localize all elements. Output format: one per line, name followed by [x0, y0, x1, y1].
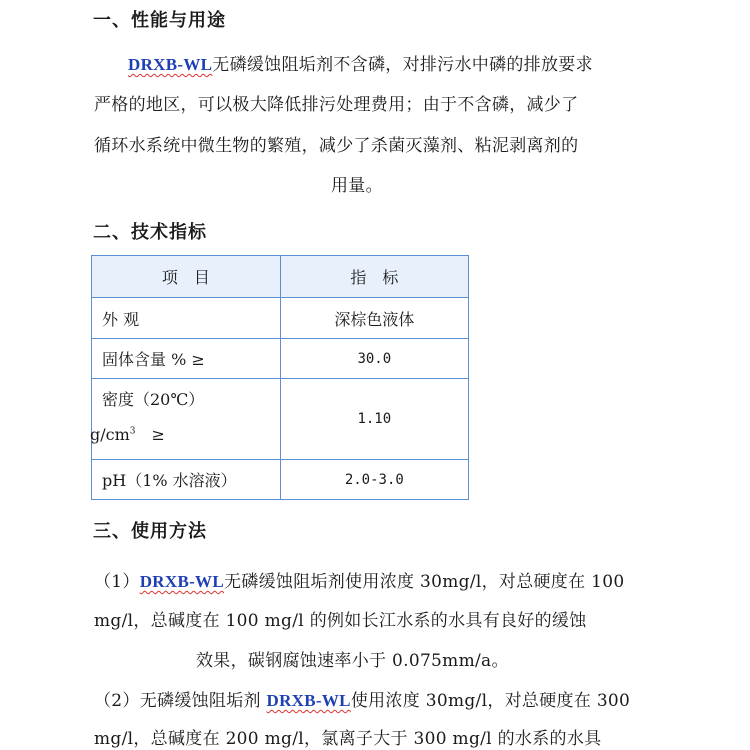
row-value: 深棕色液体: [280, 298, 468, 339]
density-label: 密度（20℃）: [102, 390, 205, 409]
table-row: [92, 339, 469, 379]
paragraph-text: 无磷缓蚀阻垢剂不含磷，对排污水中磷的排放要求: [212, 55, 593, 75]
density-unit-text: g/cm: [90, 425, 130, 444]
row-value: 30.0: [280, 339, 468, 379]
table-row: [92, 298, 469, 339]
table-header-row: [92, 256, 469, 298]
paragraph-line: mg/l，总碱度在 100 mg/l 的例如长江水系的水具有良好的缓蚀: [94, 611, 587, 631]
row-item: pH（1% 水溶液）: [92, 460, 281, 500]
row-item-density: [92, 379, 281, 460]
paragraph-text: 无磷缓蚀阻垢剂使用浓度 30mg/l，对总硬度在 100: [224, 572, 625, 592]
section-heading-usage: 三、使用方法: [93, 521, 207, 542]
row-item: 外 观: [92, 298, 281, 339]
paragraph-line: [94, 567, 624, 592]
density-unit-tail: ≥: [135, 425, 165, 444]
row-value: 2.0-3.0: [280, 460, 468, 500]
paragraph-line: [94, 686, 630, 711]
density-unit: [90, 422, 280, 445]
row-item: 固体含量 % ≥: [92, 339, 281, 379]
paragraph-line: 用量。: [331, 176, 383, 196]
paragraph-line: mg/l，总碱度在 200 mg/l，氯离子大于 300 mg/l 的水系的水具: [94, 729, 602, 749]
paragraph-line: [128, 50, 593, 75]
density-unit-sup: 3: [129, 426, 136, 437]
section-heading-specs: 二、技术指标: [93, 222, 207, 243]
row-value: 1.10: [280, 379, 468, 460]
spec-table: [91, 255, 469, 500]
product-code: DRXB-WL: [266, 691, 351, 710]
paragraph-text: 使用浓度 30mg/l，对总硬度在 300: [350, 691, 631, 711]
header-value: 指 标: [280, 256, 468, 298]
paragraph-line: 效果，碳钢腐蚀速率小于 0.075mm/a。: [196, 651, 509, 671]
paragraph-line: 严格的地区，可以极大降低排污处理费用；由于不含磷，减少了: [94, 95, 579, 115]
product-code: DRXB-WL: [128, 55, 213, 74]
header-item: 项 目: [92, 256, 281, 298]
section-heading-performance: 一、性能与用途: [93, 10, 226, 31]
product-code: DRXB-WL: [139, 572, 224, 591]
table-row: [92, 379, 469, 460]
table-row: [92, 460, 469, 500]
item-prefix: （1）: [94, 572, 140, 592]
paragraph-line: 循环水系统中微生物的繁殖，减少了杀菌灭藻剂、粘泥剥离剂的: [94, 136, 579, 156]
item-prefix: （2）无磷缓蚀阻垢剂: [94, 691, 267, 711]
